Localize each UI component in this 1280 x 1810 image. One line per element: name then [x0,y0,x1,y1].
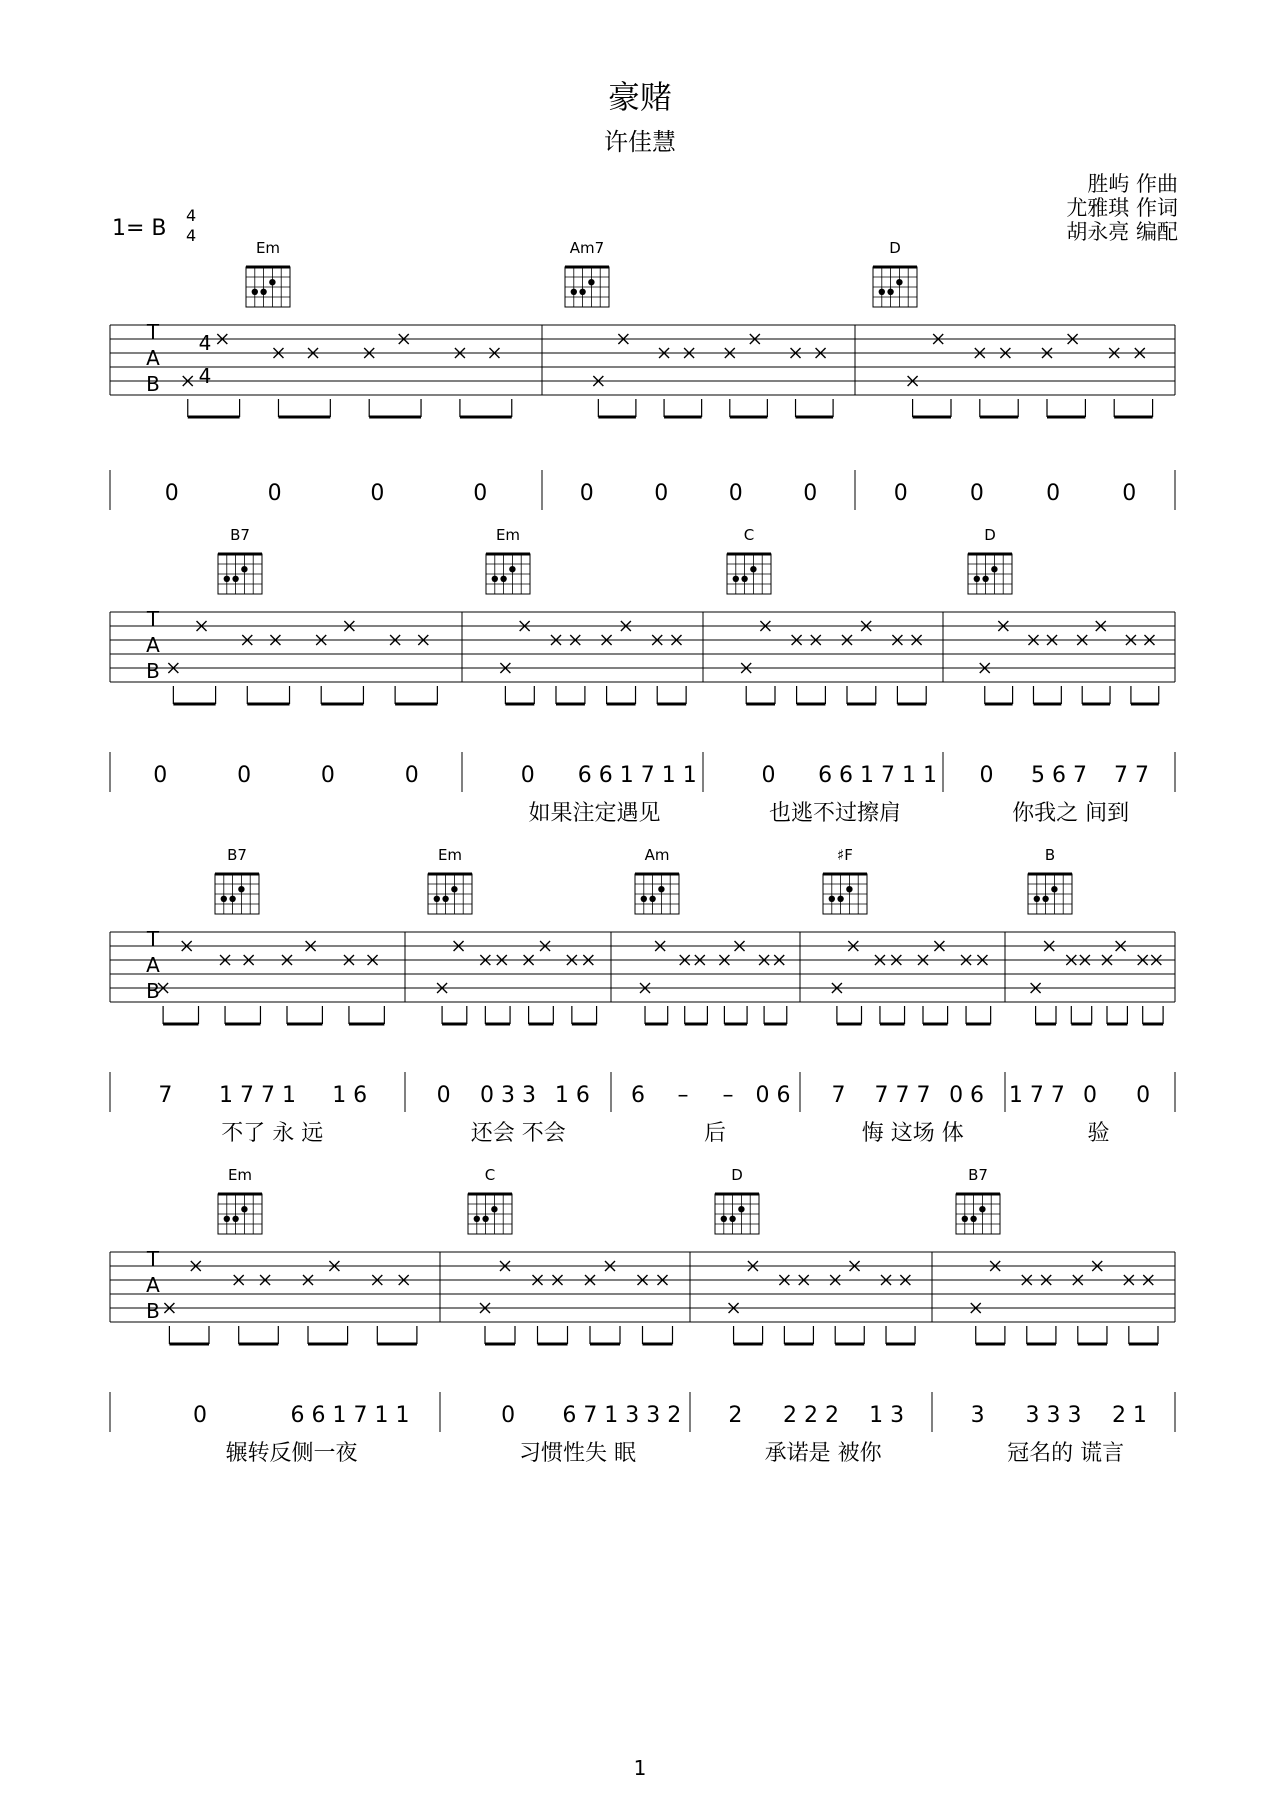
finger-dot [829,896,835,902]
lyric-text: 辗转反侧一夜 [225,1441,358,1466]
chord-diagram [218,526,262,594]
tab-clef-letter: B [146,372,160,396]
finger-dot [846,886,852,892]
chord-diagram [727,526,771,594]
jianpu-note: 7 [831,1083,846,1108]
lyric-text: 如果注定遇见 [528,801,661,826]
chord-diagram [218,1166,262,1234]
chord-diagram [428,846,472,914]
jianpu-note: 6 6 1 7 1 1 [818,763,938,788]
credit-composer: 胜屿 作曲 [1087,172,1178,196]
finger-dot [491,1206,497,1212]
time-signature-bottom: 4 [186,226,197,245]
jianpu-note: 0 [267,481,282,506]
lyric-text: 你我之 间到 [1012,801,1130,826]
finger-dot [571,289,577,295]
jianpu-note: 0 [1046,481,1061,506]
lyric-text: 验 [1087,1121,1110,1146]
jianpu-note: 0 3 3 [480,1083,536,1108]
jianpu-note: – [722,1083,734,1108]
finger-dot [741,576,747,582]
song-title: 豪赌 [607,78,672,116]
jianpu-note: 7 [158,1083,173,1108]
tab-time-sig: 4 [198,364,212,388]
finger-dot [509,566,515,572]
jianpu-note: 0 6 [755,1083,791,1108]
jianpu-note: 0 [803,481,818,506]
jianpu-note: 6 6 1 7 1 1 [290,1403,410,1428]
chord-diagram [565,239,609,307]
jianpu-note: 7 7 [1114,763,1149,788]
finger-dot [269,279,275,285]
jianpu-note: 1 7 7 1 [219,1083,296,1108]
jianpu-note: 1 7 7 [1008,1083,1065,1108]
jianpu-note: 0 [501,1403,516,1428]
finger-dot [224,1216,230,1222]
finger-dot [1042,896,1048,902]
jianpu-note: 0 [1122,481,1137,506]
jianpu-note: 0 [728,481,743,506]
jianpu-note: 0 [1083,1083,1097,1108]
chord-name: D [984,526,996,544]
chord-diagram [873,239,917,307]
jianpu-note: 0 [1136,1083,1151,1108]
chord-name: B7 [227,846,247,864]
finger-dot [837,896,843,902]
finger-dot [641,896,647,902]
jianpu-note: 0 [893,481,908,506]
jianpu-note: 5 6 7 [1031,763,1087,788]
jianpu-note: 0 [473,481,488,506]
jianpu-note: 0 [969,481,984,506]
tab-clef-letter: A [146,346,160,370]
finger-dot [879,289,885,295]
jianpu-note: 0 [761,763,776,788]
finger-dot [962,1216,968,1222]
finger-dot [729,1216,735,1222]
jianpu-note: 0 [979,763,994,788]
jianpu-note: 0 [153,763,168,788]
chord-name: B [1044,846,1056,864]
tab-clef-letter: B [146,979,160,1003]
jianpu-note: 0 [193,1403,207,1428]
chord-name: C [743,526,755,544]
jianpu-note: 0 [237,763,252,788]
tab-clef-letter: A [146,953,160,977]
credit-arranger: 胡永亮 编配 [1066,220,1178,244]
jianpu-note: 2 [728,1403,743,1428]
jianpu-note: 7 7 7 [874,1083,931,1108]
finger-dot [241,566,247,572]
jianpu-note: 1 6 [332,1083,368,1108]
finger-dot [991,566,997,572]
jianpu-note: 0 [520,763,535,788]
finger-dot [979,1206,985,1212]
tab-time-sig: 4 [198,331,212,355]
jianpu-note: 0 [654,481,669,506]
finger-dot [721,1216,727,1222]
jianpu-note: 6 6 1 7 1 1 [577,763,697,788]
finger-dot [260,289,266,295]
chord-name: Em [437,846,463,864]
chord-diagram [1028,846,1072,914]
chord-name: D [889,239,901,257]
jianpu-note: 0 [436,1083,451,1108]
jianpu-note: 3 3 3 [1025,1403,1082,1428]
lyric-text: 悔 这场 体 [861,1121,964,1146]
jianpu-note: 3 [970,1403,985,1428]
chord-name: Am7 [569,239,605,257]
chord-name: Em [255,239,281,257]
finger-dot [588,279,594,285]
finger-dot [887,289,893,295]
jianpu-note: 6 7 1 3 3 2 [562,1403,682,1428]
jianpu-note: 0 [404,763,419,788]
finger-dot [896,279,902,285]
chord-name: C [484,1166,496,1184]
system-1 [110,320,1175,510]
finger-dot [982,576,988,582]
chord-diagram [823,846,867,914]
tab-clef-letter: T [146,927,160,951]
finger-dot [970,1216,976,1222]
chord-name: Em [495,526,521,544]
finger-dot [451,886,457,892]
lyric-text: 后 [703,1121,726,1146]
finger-dot [738,1206,744,1212]
tab-clef-letter: B [146,659,160,683]
finger-dot [252,289,258,295]
finger-dot [500,576,506,582]
lyric-text: 不了 永 远 [221,1121,324,1146]
jianpu-note: 0 6 [949,1083,985,1108]
lyric-text: 也逃不过擦肩 [768,801,902,826]
tab-clef-letter: T [146,320,160,344]
finger-dot [579,289,585,295]
finger-dot [241,1206,247,1212]
chord-name: B7 [230,526,250,544]
lyric-text: 习惯性失 眠 [519,1441,636,1466]
finger-dot [224,576,230,582]
finger-dot [649,896,655,902]
finger-dot [1034,896,1040,902]
jianpu-note: 0 [370,481,385,506]
lyric-text: 冠名的 谎言 [1007,1441,1125,1466]
system-3 [110,927,1175,1146]
finger-dot [474,1216,480,1222]
finger-dot [733,576,739,582]
tab-clef-letter: A [146,633,160,657]
artist-name: 许佳慧 [604,128,676,156]
tab-clef-letter: B [146,1299,160,1323]
finger-dot [492,576,498,582]
lyric-text: 还会 不会 [470,1121,566,1146]
finger-dot [974,576,980,582]
finger-dot [442,896,448,902]
time-signature-top: 4 [186,206,197,225]
jianpu-note: 6 [631,1083,645,1108]
finger-dot [750,566,756,572]
chord-diagram [956,1166,1000,1234]
jianpu-note: 2 1 [1111,1403,1147,1428]
key-signature: 1= B [112,216,167,241]
jianpu-note: 0 [320,763,335,788]
chord-diagram [246,239,290,307]
finger-dot [434,896,440,902]
jianpu-note: 0 [579,481,594,506]
chord-name: Am [644,846,670,864]
finger-dot [232,1216,238,1222]
jianpu-note: 1 3 [869,1403,905,1428]
finger-dot [229,896,235,902]
jianpu-note: – [677,1083,689,1108]
credit-lyricist: 尤雅琪 作词 [1066,196,1178,220]
finger-dot [221,896,227,902]
jianpu-note: 0 [164,481,179,506]
tab-clef-letter: T [146,1247,160,1271]
tab-clef-letter: T [146,607,160,631]
chord-diagram [635,846,679,914]
finger-dot [232,576,238,582]
lyric-text: 承诺是 被你 [764,1441,882,1466]
chord-diagram [715,1166,759,1234]
chord-diagram [968,526,1012,594]
chord-diagram [486,526,530,594]
finger-dot [1051,886,1057,892]
chord-name: Em [227,1166,253,1184]
chord-name: ♯F [837,846,853,864]
jianpu-note: 1 6 [554,1083,590,1108]
chord-name: B7 [968,1166,988,1184]
chord-diagram [468,1166,512,1234]
tab-clef-letter: A [146,1273,160,1297]
system-2 [110,607,1175,826]
finger-dot [658,886,664,892]
chord-diagram [215,846,259,914]
chord-name: D [731,1166,743,1184]
jianpu-note: 2 2 2 [783,1403,839,1428]
finger-dot [238,886,244,892]
page-number: 1 [633,1756,647,1780]
finger-dot [482,1216,488,1222]
